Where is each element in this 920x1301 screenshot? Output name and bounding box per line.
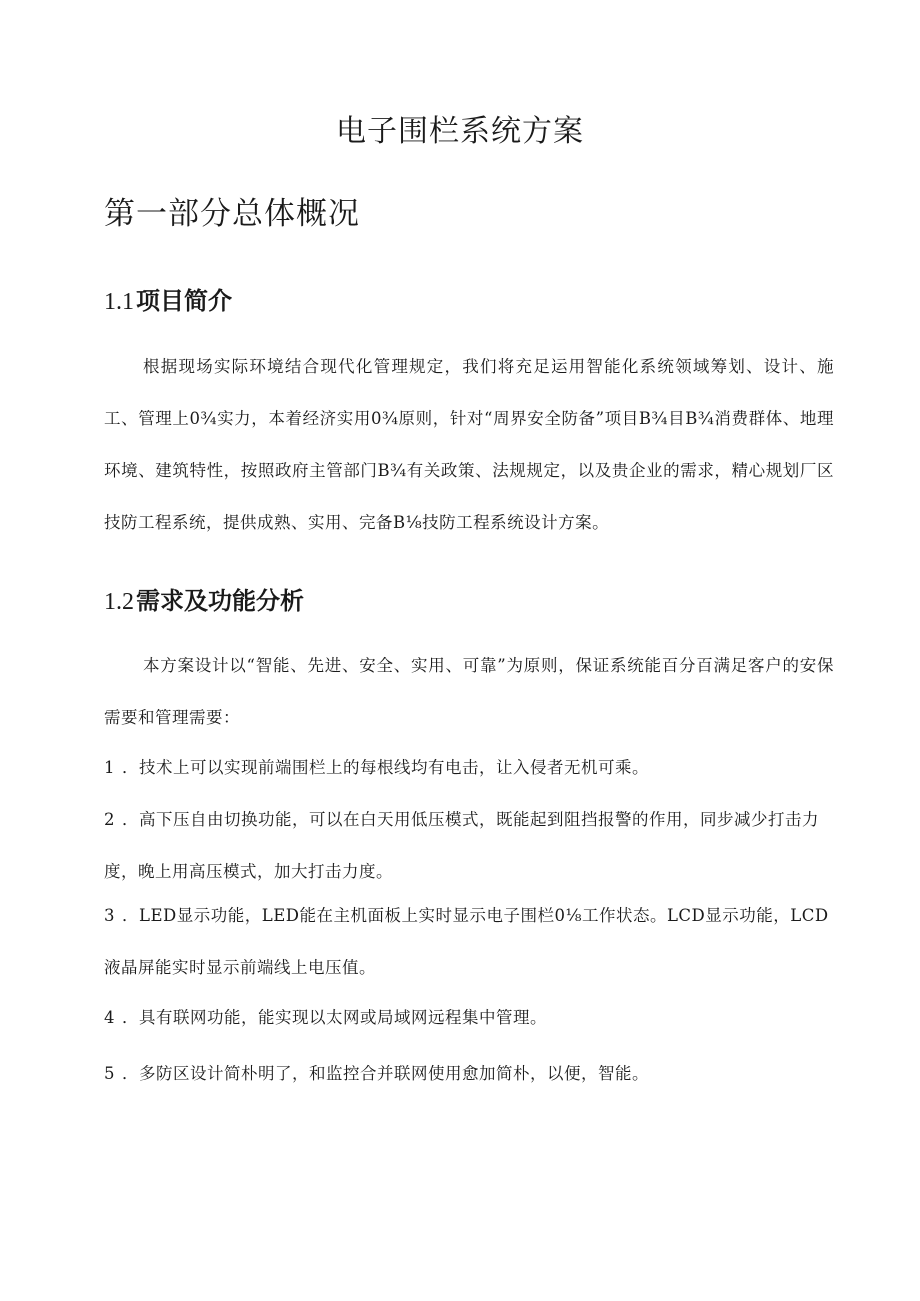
item-text: ．多防区设计简朴明了，和监控合并联网使用愈加简朴，以便，智能。 <box>122 1064 649 1083</box>
project-intro-paragraph: 根据现场实际环境结合现代化管理规定，我们将充足运用智能化系统领域筹划、设计、施工、管理上0¾实力，本着经济实用0¾原则，针对“周界安全防备”项目B¾目B¾消费群体、地理环境、建筑特性，按照政府主管部门B¾有关政策、法规规定，以及贵企业的需求，精心规划厂区技防工程系统，提供成熟、实用、完备B⅛技防工程系统设计方案。 <box>104 357 834 532</box>
section-heading-1-2 <box>104 584 304 619</box>
part-title: 第一部分总体概况 <box>104 196 360 232</box>
item-text: ．技术上可以实现前端围栏上的每根线均有电击，让入侵者无机可乘。 <box>122 758 649 777</box>
item-index: 4 <box>104 1008 115 1027</box>
section-heading-1-1 <box>104 284 232 319</box>
requirement-item <box>104 992 834 1044</box>
requirement-item <box>104 794 834 898</box>
requirement-item <box>104 742 834 794</box>
section-number: 1.1 <box>104 289 134 315</box>
item-index: 1 <box>104 758 115 777</box>
item-text: ．LED显示功能，LED能在主机面板上实时显示电子围栏0⅛工作状态。LCD显示功能，LCD液晶屏能实时显示前端线上电压值。 <box>104 906 829 977</box>
section-heading-text: 需求及功能分析 <box>136 587 304 615</box>
section-heading-text: 项目简介 <box>136 287 232 315</box>
item-text: ．具有联网功能，能实现以太网或局域网远程集中管理。 <box>122 1008 547 1027</box>
item-index: 3 <box>104 906 115 925</box>
requirement-item <box>104 890 834 994</box>
requirements-intro-paragraph: 本方案设计以“智能、先进、安全、实用、可靠”为原则，保证系统能百分百满足客户的安保需要和管理需要： <box>104 656 834 727</box>
item-text: ．高下压自由切换功能，可以在白天用低压模式，既能起到阻挡报警的作用，同步减少打击力度，晚上用高压模式，加大打击力度。 <box>104 810 819 881</box>
section-number: 1.2 <box>104 589 134 615</box>
item-index: 2 <box>104 810 115 829</box>
requirement-item <box>104 1048 834 1100</box>
document-title: 电子围栏系统方案 <box>336 114 584 149</box>
item-index: 5 <box>104 1064 115 1083</box>
